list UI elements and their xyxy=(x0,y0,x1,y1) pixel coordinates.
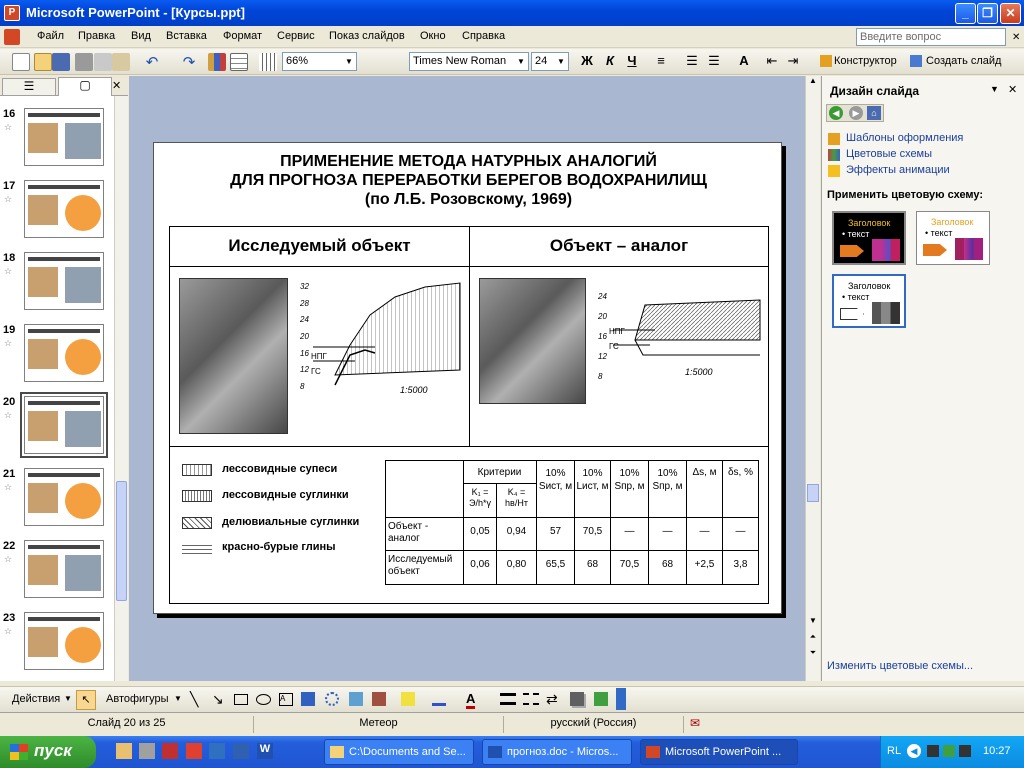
scroll-down-icon[interactable]: ▼ xyxy=(809,616,817,625)
transition-star-icon: ☆ xyxy=(4,194,13,204)
tray-icon[interactable] xyxy=(959,745,971,757)
scheme-title: Заголовок xyxy=(848,281,891,291)
underline-button[interactable]: Ч xyxy=(627,53,637,68)
task-label: Microsoft PowerPoint ... xyxy=(665,746,782,758)
toolbar-options-icon[interactable] xyxy=(616,688,626,710)
table-cell: — xyxy=(662,526,673,537)
menu-edit[interactable]: Правка xyxy=(78,30,116,42)
menu-insert[interactable]: Вставка xyxy=(166,30,207,42)
tray-icon[interactable] xyxy=(927,745,939,757)
thumbnail-image xyxy=(24,612,104,670)
size-value: 24 xyxy=(535,55,548,67)
delta-header: Δs, м xyxy=(692,467,717,478)
arrow-style-icon[interactable]: ⇄ xyxy=(546,691,558,707)
font-select[interactable] xyxy=(409,52,529,71)
legend-item xyxy=(182,515,382,531)
thumbnail-image xyxy=(24,540,104,598)
legend-swatch xyxy=(182,490,212,502)
s-pr2-header: 10% Sпр, м xyxy=(652,468,683,492)
slide-title-line2: ДЛЯ ПРОГНОЗА ПЕРЕРАБОТКИ БЕРЕГОВ ВОДОХРАНИЛИЩ xyxy=(230,172,707,189)
window-title: Microsoft PowerPoint - [Курсы.ppt] xyxy=(26,5,245,20)
italic-button[interactable]: К xyxy=(606,53,614,68)
size-select[interactable] xyxy=(531,52,569,71)
menu-view[interactable]: Вид xyxy=(131,30,151,42)
axis-tick-label: 28 xyxy=(300,298,309,308)
forward-icon[interactable]: ▶ xyxy=(849,106,863,120)
npg-label: НПГ xyxy=(311,352,327,361)
task-label: прогноз.doc - Micros... xyxy=(507,746,619,758)
task-powerpoint[interactable] xyxy=(640,739,798,765)
gs-label: ГС xyxy=(311,367,321,376)
open-icon[interactable] xyxy=(34,53,52,71)
color-scheme-3[interactable] xyxy=(832,274,906,328)
thumbnail-number: 18 xyxy=(3,252,16,264)
powerpoint-icon[interactable]: P xyxy=(4,5,20,21)
transition-star-icon: ☆ xyxy=(4,338,13,348)
thumbnail-image xyxy=(24,252,104,310)
scroll-thumb[interactable] xyxy=(807,484,819,502)
axis-tick-label: 16 xyxy=(300,348,309,358)
slide-thumbnail[interactable] xyxy=(0,250,114,320)
system-tray xyxy=(880,736,1024,768)
menu-tools[interactable]: Сервис xyxy=(277,30,315,42)
legend-label: лессовидные супеси xyxy=(222,463,338,475)
axis-tick-label: 20 xyxy=(300,332,309,341)
clock: 10:27 xyxy=(983,745,1011,757)
menu-window[interactable]: Окно xyxy=(420,30,446,42)
npg-label: НПГ xyxy=(609,327,625,336)
slides-panel xyxy=(0,76,128,681)
slide-thumbnail[interactable] xyxy=(0,466,114,536)
axis-tick-label: 12 xyxy=(598,352,607,361)
axis-tick-label: 8 xyxy=(300,382,305,391)
chevron-down-icon: ▼ xyxy=(557,57,565,66)
table-cell: 57 xyxy=(549,526,562,537)
comparison-table xyxy=(169,226,769,604)
font-color-icon[interactable]: A xyxy=(466,691,475,709)
bold-button[interactable]: Ж xyxy=(581,53,593,68)
tab-slides[interactable]: ▢ xyxy=(58,77,112,96)
language-indicator[interactable]: RL xyxy=(887,745,902,757)
table-cell: 68 xyxy=(586,559,599,570)
prev-slide-icon[interactable]: ⏶ xyxy=(809,632,817,641)
restore-button[interactable]: ❐ xyxy=(977,3,998,24)
save-icon[interactable] xyxy=(52,53,70,71)
transition-star-icon: ☆ xyxy=(4,554,13,564)
select-pointer-icon[interactable]: ↖ xyxy=(76,690,96,710)
slide-scrollbar[interactable] xyxy=(805,76,820,681)
slide-title-line3: (по Л.Б. Розовскому, 1969) xyxy=(364,191,573,208)
arrow-icon[interactable]: ↘ xyxy=(212,691,224,707)
outdent-icon[interactable]: ⇤ xyxy=(766,53,778,68)
powerpoint-task-icon xyxy=(646,746,660,758)
scheme-chart xyxy=(955,238,983,260)
animation-icon xyxy=(828,165,840,177)
l-ist-header: 10% Lист, м xyxy=(576,468,609,492)
templates-link[interactable]: Шаблоны оформления xyxy=(846,132,964,144)
quicklaunch-icon[interactable] xyxy=(162,743,178,759)
drawing-toolbar xyxy=(0,686,1024,712)
print-icon[interactable] xyxy=(75,53,93,71)
font-value: Times New Roman xyxy=(413,55,507,67)
table-cell: 70,5 xyxy=(582,526,603,537)
table-cell: 3,8 xyxy=(733,559,748,570)
scheme-arrow xyxy=(840,245,864,257)
legend-item xyxy=(182,540,382,556)
taskbar xyxy=(0,736,1024,768)
panel-scrollbar[interactable] xyxy=(114,96,128,681)
home-icon[interactable]: ⌂ xyxy=(867,106,881,120)
scroll-thumb[interactable] xyxy=(116,481,127,601)
slide-canvas[interactable] xyxy=(153,142,782,614)
criteria-header: Критерии xyxy=(477,467,522,478)
close-doc-icon[interactable]: ✕ xyxy=(1012,32,1021,43)
slide-thumbnail[interactable] xyxy=(0,610,114,680)
axis-tick-label: 16 xyxy=(598,332,607,341)
scheme-title: Заголовок xyxy=(848,218,891,228)
transition-star-icon: ☆ xyxy=(4,626,13,636)
new-slide-icon xyxy=(910,55,922,67)
thumbnail-number: 21 xyxy=(3,468,16,480)
thumbnail-image xyxy=(24,324,104,382)
picture-icon[interactable] xyxy=(372,692,386,706)
gs-label: ГС xyxy=(609,342,619,351)
spelling-icon[interactable]: ✉ xyxy=(690,716,701,730)
axis-tick-label: 24 xyxy=(598,292,607,301)
s-pr-header: 10% Sпр, м xyxy=(614,468,645,492)
axis-tick-label: 20 xyxy=(598,312,607,321)
column-divider xyxy=(469,267,470,446)
language-status: русский (Россия) xyxy=(504,716,684,733)
menu-slideshow[interactable]: Показ слайдов xyxy=(329,30,405,42)
thumbnail-number: 16 xyxy=(3,108,16,120)
back-icon[interactable]: ◀ xyxy=(829,106,843,120)
legend-label: лессовидные суглинки xyxy=(222,489,349,501)
quicklaunch-icon[interactable] xyxy=(233,743,249,759)
scheme-title: Заголовок xyxy=(931,217,974,227)
close-button[interactable]: ✕ xyxy=(1000,3,1021,24)
col-right-header: Объект – аналог xyxy=(470,227,768,267)
scheme-chart xyxy=(872,302,900,324)
thumbnail-number: 19 xyxy=(3,324,16,336)
thumbnail-number: 20 xyxy=(3,396,16,408)
thumbnail-list xyxy=(0,98,114,681)
delta2-header: δs, % xyxy=(727,467,753,478)
textbox-icon[interactable]: A xyxy=(279,693,293,706)
thumbnail-image xyxy=(24,468,104,526)
menu-file[interactable]: Файл xyxy=(37,30,65,42)
scheme-text: • текст xyxy=(842,229,870,239)
row-divider xyxy=(170,446,768,447)
table-line xyxy=(386,517,758,518)
row-label: Объект - аналог xyxy=(388,521,429,544)
quicklaunch-icon[interactable] xyxy=(139,743,155,759)
dash-style-icon[interactable] xyxy=(523,693,539,705)
diagram-icon[interactable] xyxy=(325,692,339,706)
task-explorer[interactable] xyxy=(324,739,474,765)
k1-header: K₁ = Э/h*γ xyxy=(469,487,491,508)
axis-tick-label: 32 xyxy=(300,282,309,291)
slide-thumbnail[interactable] xyxy=(0,178,114,248)
table-line xyxy=(386,550,758,551)
table-cell: 68 xyxy=(661,559,674,570)
title-bar xyxy=(0,0,1024,26)
document-icon[interactable] xyxy=(4,29,20,45)
new-slide-button[interactable]: Создать слайд xyxy=(926,55,1002,67)
redo-icon[interactable]: ↷ xyxy=(182,54,196,71)
chevron-down-icon[interactable]: ▼ xyxy=(64,694,72,703)
tray-icon[interactable] xyxy=(943,745,955,757)
designer-button[interactable]: Конструктор xyxy=(834,55,897,67)
undo-icon[interactable]: ↶ xyxy=(145,54,159,71)
templates-icon xyxy=(828,133,840,145)
transition-star-icon: ☆ xyxy=(4,482,13,492)
table-cell: — xyxy=(699,526,710,537)
chevron-down-icon: ▼ xyxy=(517,57,525,66)
quicklaunch-icon[interactable] xyxy=(209,743,225,759)
row-label: Исследуемый объект xyxy=(388,554,453,577)
legend-item xyxy=(182,462,382,478)
profile-diagram-right xyxy=(595,285,765,395)
menu-format[interactable]: Формат xyxy=(223,30,263,42)
thumbnail-image xyxy=(24,108,104,166)
scale-label: 1:5000 xyxy=(400,385,428,395)
change-schemes-link[interactable]: Изменить цветовые схемы... xyxy=(827,660,974,672)
color-scheme-2[interactable] xyxy=(916,211,990,265)
table-cell: 0,80 xyxy=(506,559,527,570)
help-search-input[interactable]: Введите вопрос xyxy=(856,28,1006,46)
task-pane xyxy=(821,76,1024,681)
wordart-icon[interactable] xyxy=(301,692,315,706)
next-slide-icon[interactable]: ⏷ xyxy=(809,648,817,657)
menu-help[interactable]: Справка xyxy=(462,30,506,42)
windows-logo-icon xyxy=(10,744,28,760)
legend-swatch xyxy=(182,464,212,476)
panel-tabs xyxy=(0,76,128,96)
line-icon[interactable]: ╲ xyxy=(190,691,199,707)
paste-icon[interactable] xyxy=(112,53,130,71)
3d-icon[interactable] xyxy=(594,692,608,706)
thumbnail-image xyxy=(24,180,104,238)
slide-thumbnail[interactable] xyxy=(0,394,114,464)
slide-thumbnail[interactable] xyxy=(0,106,114,176)
color-schemes-link[interactable]: Цветовые схемы xyxy=(846,148,933,160)
transition-star-icon: ☆ xyxy=(4,410,13,420)
tab-outline[interactable]: ☰ xyxy=(2,78,56,96)
thumbnail-number: 22 xyxy=(3,540,16,552)
word-doc-icon xyxy=(488,746,502,758)
quicklaunch-icon[interactable] xyxy=(186,743,202,759)
indent-icon[interactable]: ⇥ xyxy=(787,53,799,68)
word-icon[interactable]: W xyxy=(257,743,273,759)
tray-expand-icon[interactable]: ◀ xyxy=(907,744,921,758)
clipart-icon[interactable] xyxy=(349,692,363,706)
chart-icon[interactable] xyxy=(208,53,226,71)
legend-label: делювиальные суглинки xyxy=(222,516,360,528)
slide-counter: Слайд 20 из 25 xyxy=(0,716,254,733)
taskpane-title: Дизайн слайда xyxy=(830,84,920,98)
slide-thumbnail[interactable] xyxy=(0,322,114,392)
table-cell: 0,94 xyxy=(506,526,527,537)
chevron-down-icon[interactable]: ▼ xyxy=(990,84,999,94)
legend-item xyxy=(182,488,382,504)
shore-photo-right xyxy=(479,278,586,404)
autoshapes-menu[interactable]: Автофигуры xyxy=(106,693,169,705)
align-left-icon[interactable]: ≡ xyxy=(657,53,665,68)
scheme-arrow xyxy=(923,244,947,256)
table-cell: 0,06 xyxy=(470,559,490,570)
close-icon[interactable]: ✕ xyxy=(1008,84,1018,96)
scheme-arrow xyxy=(840,308,864,320)
thumbnail-number: 17 xyxy=(3,180,16,192)
axis-tick-label: 12 xyxy=(300,365,309,375)
folder-icon xyxy=(330,746,344,758)
table-cell: — xyxy=(624,526,635,537)
chevron-down-icon[interactable]: ▼ xyxy=(174,694,182,703)
scheme-chart xyxy=(872,239,900,261)
slide-thumbnail[interactable] xyxy=(0,538,114,608)
nav-bar xyxy=(826,104,884,122)
color-scheme-1[interactable] xyxy=(832,211,906,265)
axis-tick-label: 8 xyxy=(598,372,603,381)
close-icon[interactable]: ✕ xyxy=(112,80,122,92)
grid-icon[interactable] xyxy=(259,53,277,71)
shore-photo-left xyxy=(179,278,288,434)
status-bar xyxy=(0,712,1024,734)
profile-diagram-left xyxy=(295,275,465,405)
minimize-button[interactable]: _ xyxy=(955,3,976,24)
new-icon[interactable] xyxy=(12,53,30,71)
chevron-down-icon: ▼ xyxy=(345,57,353,66)
thumbnail-image xyxy=(24,396,104,454)
thumbnail-number: 23 xyxy=(3,612,16,624)
col-left-header: Исследуемый объект xyxy=(170,227,470,267)
table-cell: 65,5 xyxy=(545,559,566,570)
y-axis-left xyxy=(300,282,318,397)
toolbar xyxy=(0,49,1024,75)
task-label: C:\Documents and Se... xyxy=(349,746,466,758)
line-color-icon[interactable] xyxy=(432,692,446,706)
table-cell: +2,5 xyxy=(694,559,715,570)
oval-icon[interactable] xyxy=(256,694,271,705)
rectangle-icon[interactable] xyxy=(234,694,248,705)
scale-label: 1:5000 xyxy=(685,367,713,377)
legend-swatch xyxy=(182,542,212,554)
apply-scheme-label: Применить цветовую схему: xyxy=(827,189,984,201)
animation-link[interactable]: Эффекты анимации xyxy=(846,164,950,176)
line-style-icon[interactable] xyxy=(500,693,516,705)
table-line xyxy=(463,483,536,484)
numbered-list-icon[interactable]: ☰ xyxy=(686,53,698,68)
scheme-text: • текст xyxy=(842,292,870,302)
transition-star-icon: ☆ xyxy=(4,266,13,276)
table-cell: — xyxy=(735,526,746,537)
shadow-icon[interactable] xyxy=(570,692,584,706)
scheme-text: • текст xyxy=(925,228,953,238)
axis-tick-label: 24 xyxy=(300,315,309,325)
legend-label: красно-бурые глины xyxy=(222,541,336,553)
font-grow-icon[interactable]: A xyxy=(739,53,749,68)
table-cell: 70,5 xyxy=(619,559,640,570)
zoom-select[interactable] xyxy=(282,52,357,71)
bullet-list-icon[interactable]: ☰ xyxy=(708,53,720,68)
scroll-up-icon[interactable]: ▲ xyxy=(809,76,817,85)
task-word[interactable] xyxy=(482,739,632,765)
designer-icon xyxy=(820,55,832,67)
legend-swatch xyxy=(182,517,212,529)
quicklaunch-icon[interactable] xyxy=(116,743,132,759)
zoom-value: 66% xyxy=(286,55,309,67)
criteria-table xyxy=(385,460,759,585)
actions-menu[interactable]: Действия xyxy=(12,693,61,705)
start-label: пуск xyxy=(34,741,72,760)
s-ist-header: 10% Sист, м xyxy=(538,468,573,492)
fill-color-icon[interactable] xyxy=(401,692,415,706)
k4-header: K₄ = hв/Hт xyxy=(505,487,528,508)
copy-icon[interactable] xyxy=(94,53,112,71)
design-name: Метеор xyxy=(254,716,504,733)
color-schemes-icon xyxy=(828,149,840,161)
table-cell: 0,05 xyxy=(470,526,490,537)
transition-star-icon: ☆ xyxy=(4,122,13,132)
table-icon[interactable] xyxy=(230,53,248,71)
slide-title-line1: ПРИМЕНЕНИЕ МЕТОДА НАТУРНЫХ АНАЛОГИЙ xyxy=(280,153,657,170)
